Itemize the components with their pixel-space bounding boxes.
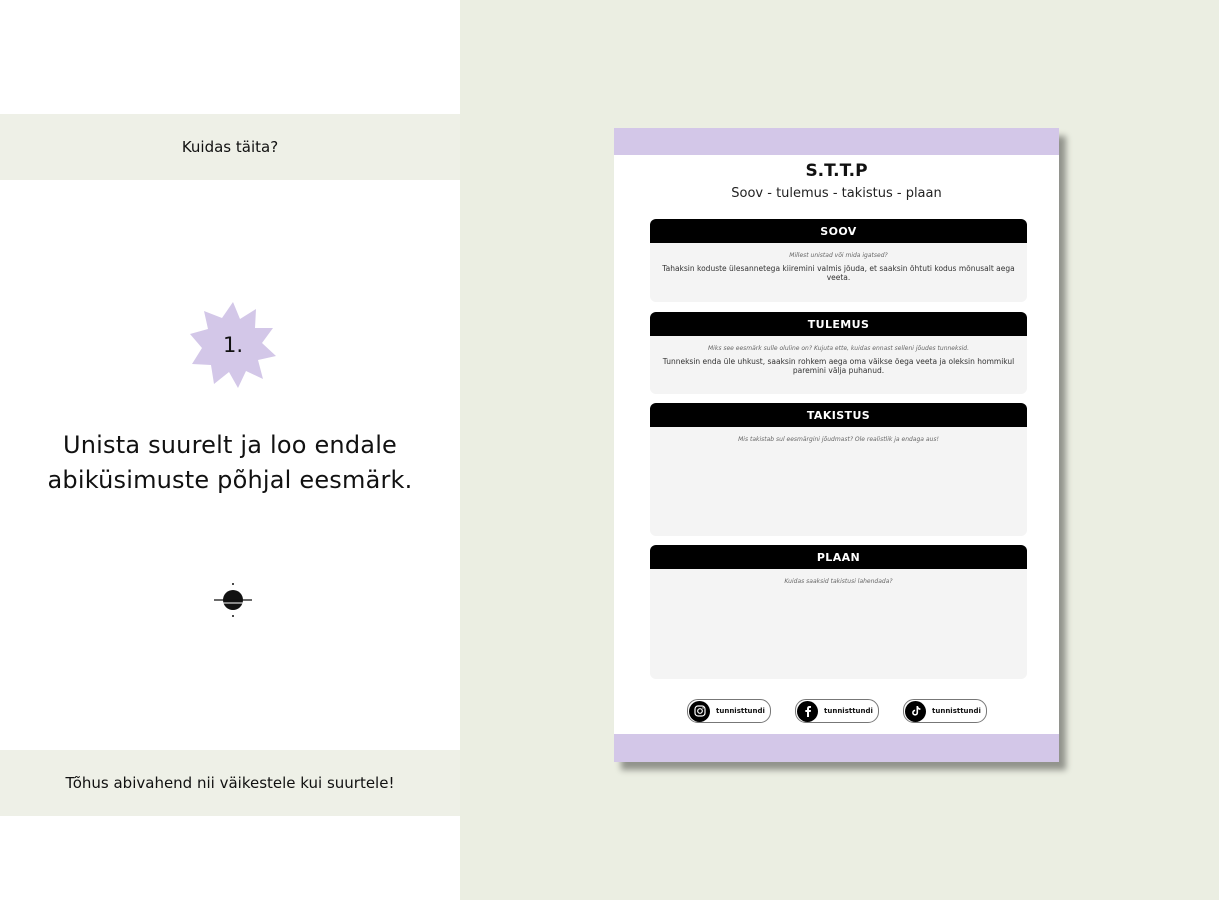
worksheet-subtitle: Soov - tulemus - takistus - plaan <box>731 186 942 201</box>
bottom-bar-text: Tõhus abivahend nii väikestele kui suurtele! <box>65 774 395 792</box>
facebook-handle <box>795 699 879 723</box>
step-number: 1. <box>222 333 244 357</box>
section-question: Millest unistad või mida igatsed? <box>789 252 888 259</box>
social-handle: tunnisttundi <box>716 707 765 715</box>
instagram-handle <box>687 699 771 723</box>
top-info-bar <box>0 114 460 180</box>
section-question: Kuidas saaksid takistusi lahendada? <box>784 578 893 585</box>
left-panel <box>0 0 460 900</box>
worksheet-title: S.T.T.P <box>805 161 868 181</box>
tiktok-icon <box>905 701 926 722</box>
section-heading: SOOV <box>650 219 1027 243</box>
planet-emblem-icon <box>212 582 254 618</box>
section-heading: PLAAN <box>650 545 1027 569</box>
facebook-icon <box>797 701 818 722</box>
headline-line-1: Unista suurelt ja loo endale <box>62 431 398 459</box>
top-band <box>614 128 1059 155</box>
section-question: Miks see eesmärk sulle oluline on? Kujuta ette, kuidas ennast selleni jõudes tunneksid. <box>708 345 969 352</box>
step-badge <box>188 300 278 390</box>
section-heading: TULEMUS <box>650 312 1027 336</box>
section-plaan <box>650 545 1027 679</box>
worksheet-preview <box>614 128 1059 762</box>
section-soov <box>650 219 1027 302</box>
section-question: Mis takistab sul eesmärgini jõudmast? Ole realistlik ja endaga aus! <box>738 436 939 443</box>
headline <box>0 428 460 498</box>
social-handle: tunnisttundi <box>932 707 981 715</box>
top-bar-text: Kuidas täita? <box>181 138 279 156</box>
bottom-band <box>614 734 1059 762</box>
section-tulemus <box>650 312 1027 394</box>
tiktok-handle <box>903 699 987 723</box>
social-handle: tunnisttundi <box>824 707 873 715</box>
section-takistus <box>650 403 1027 536</box>
instagram-icon <box>689 701 710 722</box>
section-answer: Tunneksin enda üle uhkust, saaksin rohkem aega oma väikse õega veeta ja oleksin hommikul paremini välja puhanud. <box>662 357 1015 375</box>
section-heading: TAKISTUS <box>650 403 1027 427</box>
section-answer: Tahaksin koduste ülesannetega kiiremini valmis jõuda, et saaksin õhtuti kodus mõnusalt aega veeta. <box>662 264 1015 282</box>
bottom-info-bar <box>0 750 460 816</box>
headline-line-2: abiküsimuste põhjal eesmärk. <box>47 466 413 494</box>
